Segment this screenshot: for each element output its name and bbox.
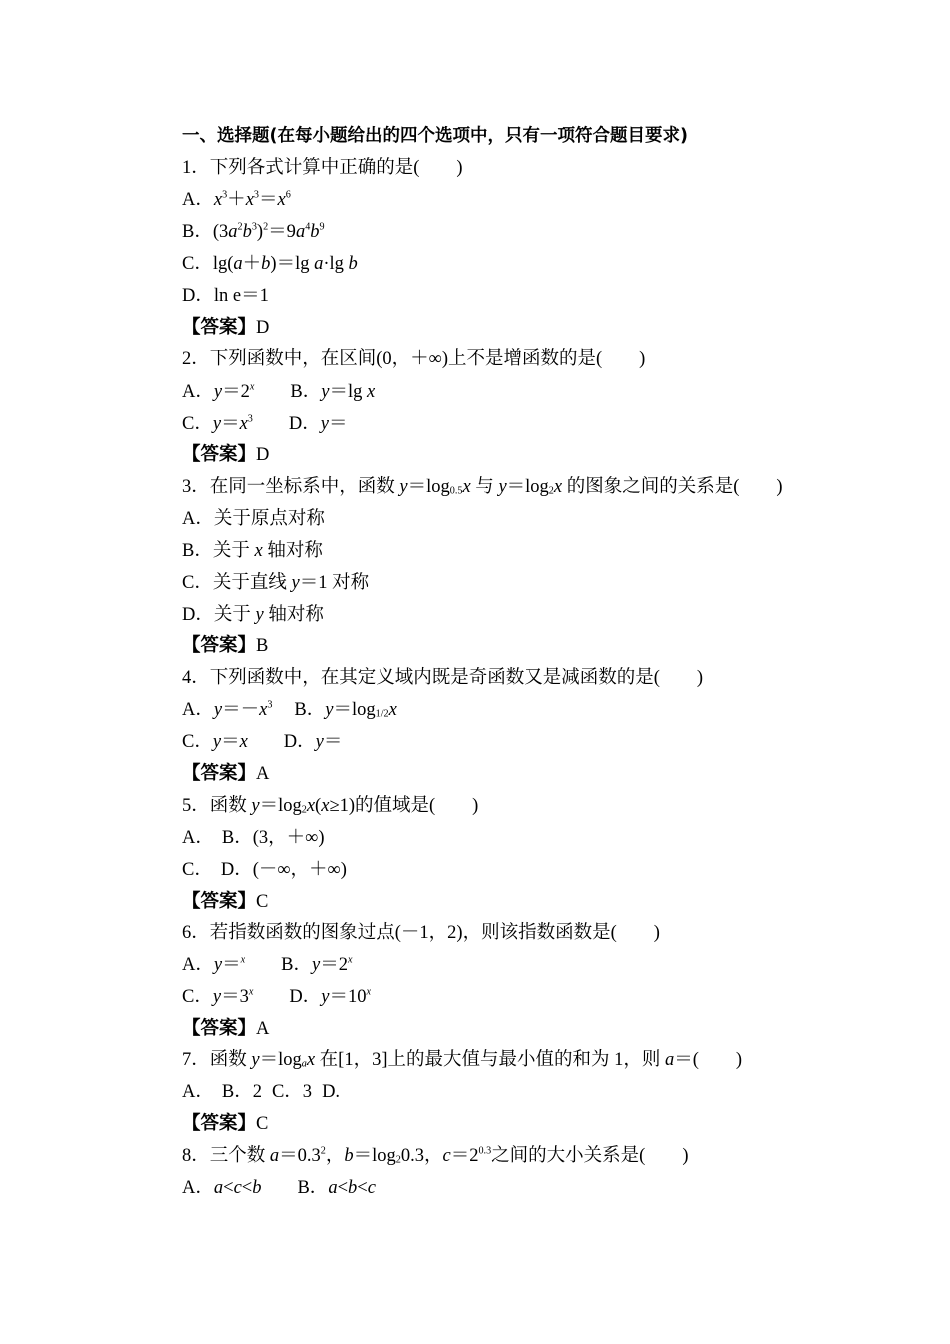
- question-1-option-d: D．ln e＝1: [182, 286, 269, 306]
- answer-label: 【答案】: [182, 1018, 257, 1039]
- question-2-stem: 2．下列函数中，在区间(0，＋∞)上不是增函数的是( ): [182, 349, 646, 369]
- answer-value: A: [256, 1019, 270, 1039]
- question-4-answer: [182, 762, 269, 786]
- question-7-option-a: A．: [182, 1082, 214, 1102]
- question-8-stem: 8．三个数 $a=0.3^2$，$b=\log_20.3$，$c=2^{0.3}$之间的大小关系是( ): [182, 1145, 689, 1166]
- answer-label: 【答案】: [182, 317, 257, 338]
- section-title: 一、选择题(在每小题给出的四个选项中，只有一项符合题目要求): [182, 126, 688, 146]
- question-7-option-b: B．2: [221, 1082, 262, 1102]
- question-7-answer: [182, 1112, 268, 1136]
- answer-value: B: [256, 636, 269, 656]
- question-4-options-ab: A．$y=-x^3$ B．$y=\log_{1/2}x$: [182, 699, 397, 720]
- question-7-option-c: C．3: [271, 1082, 313, 1102]
- question-5-options-ab: [182, 826, 324, 850]
- question-2-options-ab: A．$y=2^x$ B．y＝lg x: [182, 381, 376, 402]
- question-7-option-d: D.: [322, 1082, 341, 1102]
- question-4-stem: 4．下列函数中，在其定义域内既是奇函数又是减函数的是( ): [182, 668, 704, 688]
- question-5-option-b: B．(3，＋∞): [221, 828, 325, 848]
- answer-label: 【答案】: [182, 1113, 257, 1134]
- question-3-option-d: D．关于 y 轴对称: [182, 605, 324, 625]
- question-3-option-b: B．关于 x 轴对称: [182, 541, 323, 561]
- question-7-options: [182, 1080, 340, 1104]
- question-5-answer: [182, 890, 268, 914]
- question-5-options-cd: [182, 858, 347, 882]
- answer-value: A: [256, 764, 270, 784]
- question-5-stem: 5．函数 $y=\log_2x(x\ge 1)$的值域是( ): [182, 796, 479, 816]
- question-1-option-c: C．lg(a＋b)＝lg a·lg b: [182, 254, 358, 274]
- question-3-stem: 3．在同一坐标系中，函数 $y=\log_{0.5}x$ 与 $y=\log_2x$ 的图象之间的关系是( ): [182, 477, 783, 497]
- question-2-options-cd: C．$y=x^3$ D．y＝: [182, 413, 348, 434]
- question-6-options-ab: A．y＝$^x$ B．$y=2^x$: [182, 954, 353, 975]
- answer-value: C: [256, 1114, 269, 1134]
- question-1-option-b: B．$(3a^2b^3)^2=9a^4b^9$: [182, 221, 325, 242]
- question-6-options-cd: C．$y=3^x$ D．$y=10^x$: [182, 986, 371, 1007]
- answer-value: C: [256, 892, 269, 912]
- question-1-answer: [182, 316, 269, 340]
- question-8-options-ab: A．a<c<b B．a<b<c: [182, 1178, 376, 1198]
- answer-value: D: [256, 318, 270, 338]
- answer-label: 【答案】: [182, 891, 257, 912]
- question-3-option-a: A．关于原点对称: [182, 509, 325, 529]
- question-5-option-d: D．(－∞，＋∞): [220, 860, 347, 880]
- question-5-option-a: A．: [182, 828, 214, 848]
- question-3-answer: [182, 634, 268, 658]
- question-2-answer: [182, 443, 269, 467]
- question-1-stem: 1．下列各式计算中正确的是( ): [182, 158, 463, 178]
- question-1-option-a: A．$x^3+x^3=x^6$: [182, 189, 291, 210]
- question-6-answer: [182, 1017, 269, 1041]
- answer-label: 【答案】: [182, 635, 257, 656]
- question-4-options-cd: C．y＝x D．y＝: [182, 732, 343, 752]
- answer-value: D: [256, 445, 270, 465]
- question-3-option-c: C．关于直线 y＝1 对称: [182, 573, 370, 593]
- question-6-stem: 6．若指数函数的图象过点(－1，2)，则该指数函数是( ): [182, 923, 660, 943]
- answer-label: 【答案】: [182, 444, 257, 465]
- answer-label: 【答案】: [182, 763, 257, 784]
- question-7-stem: 7．函数 $y=\log_ax$ 在[1，3]上的最大值与最小值的和为 1，则 a＝( ): [182, 1050, 743, 1070]
- question-5-option-c: C．: [182, 860, 213, 880]
